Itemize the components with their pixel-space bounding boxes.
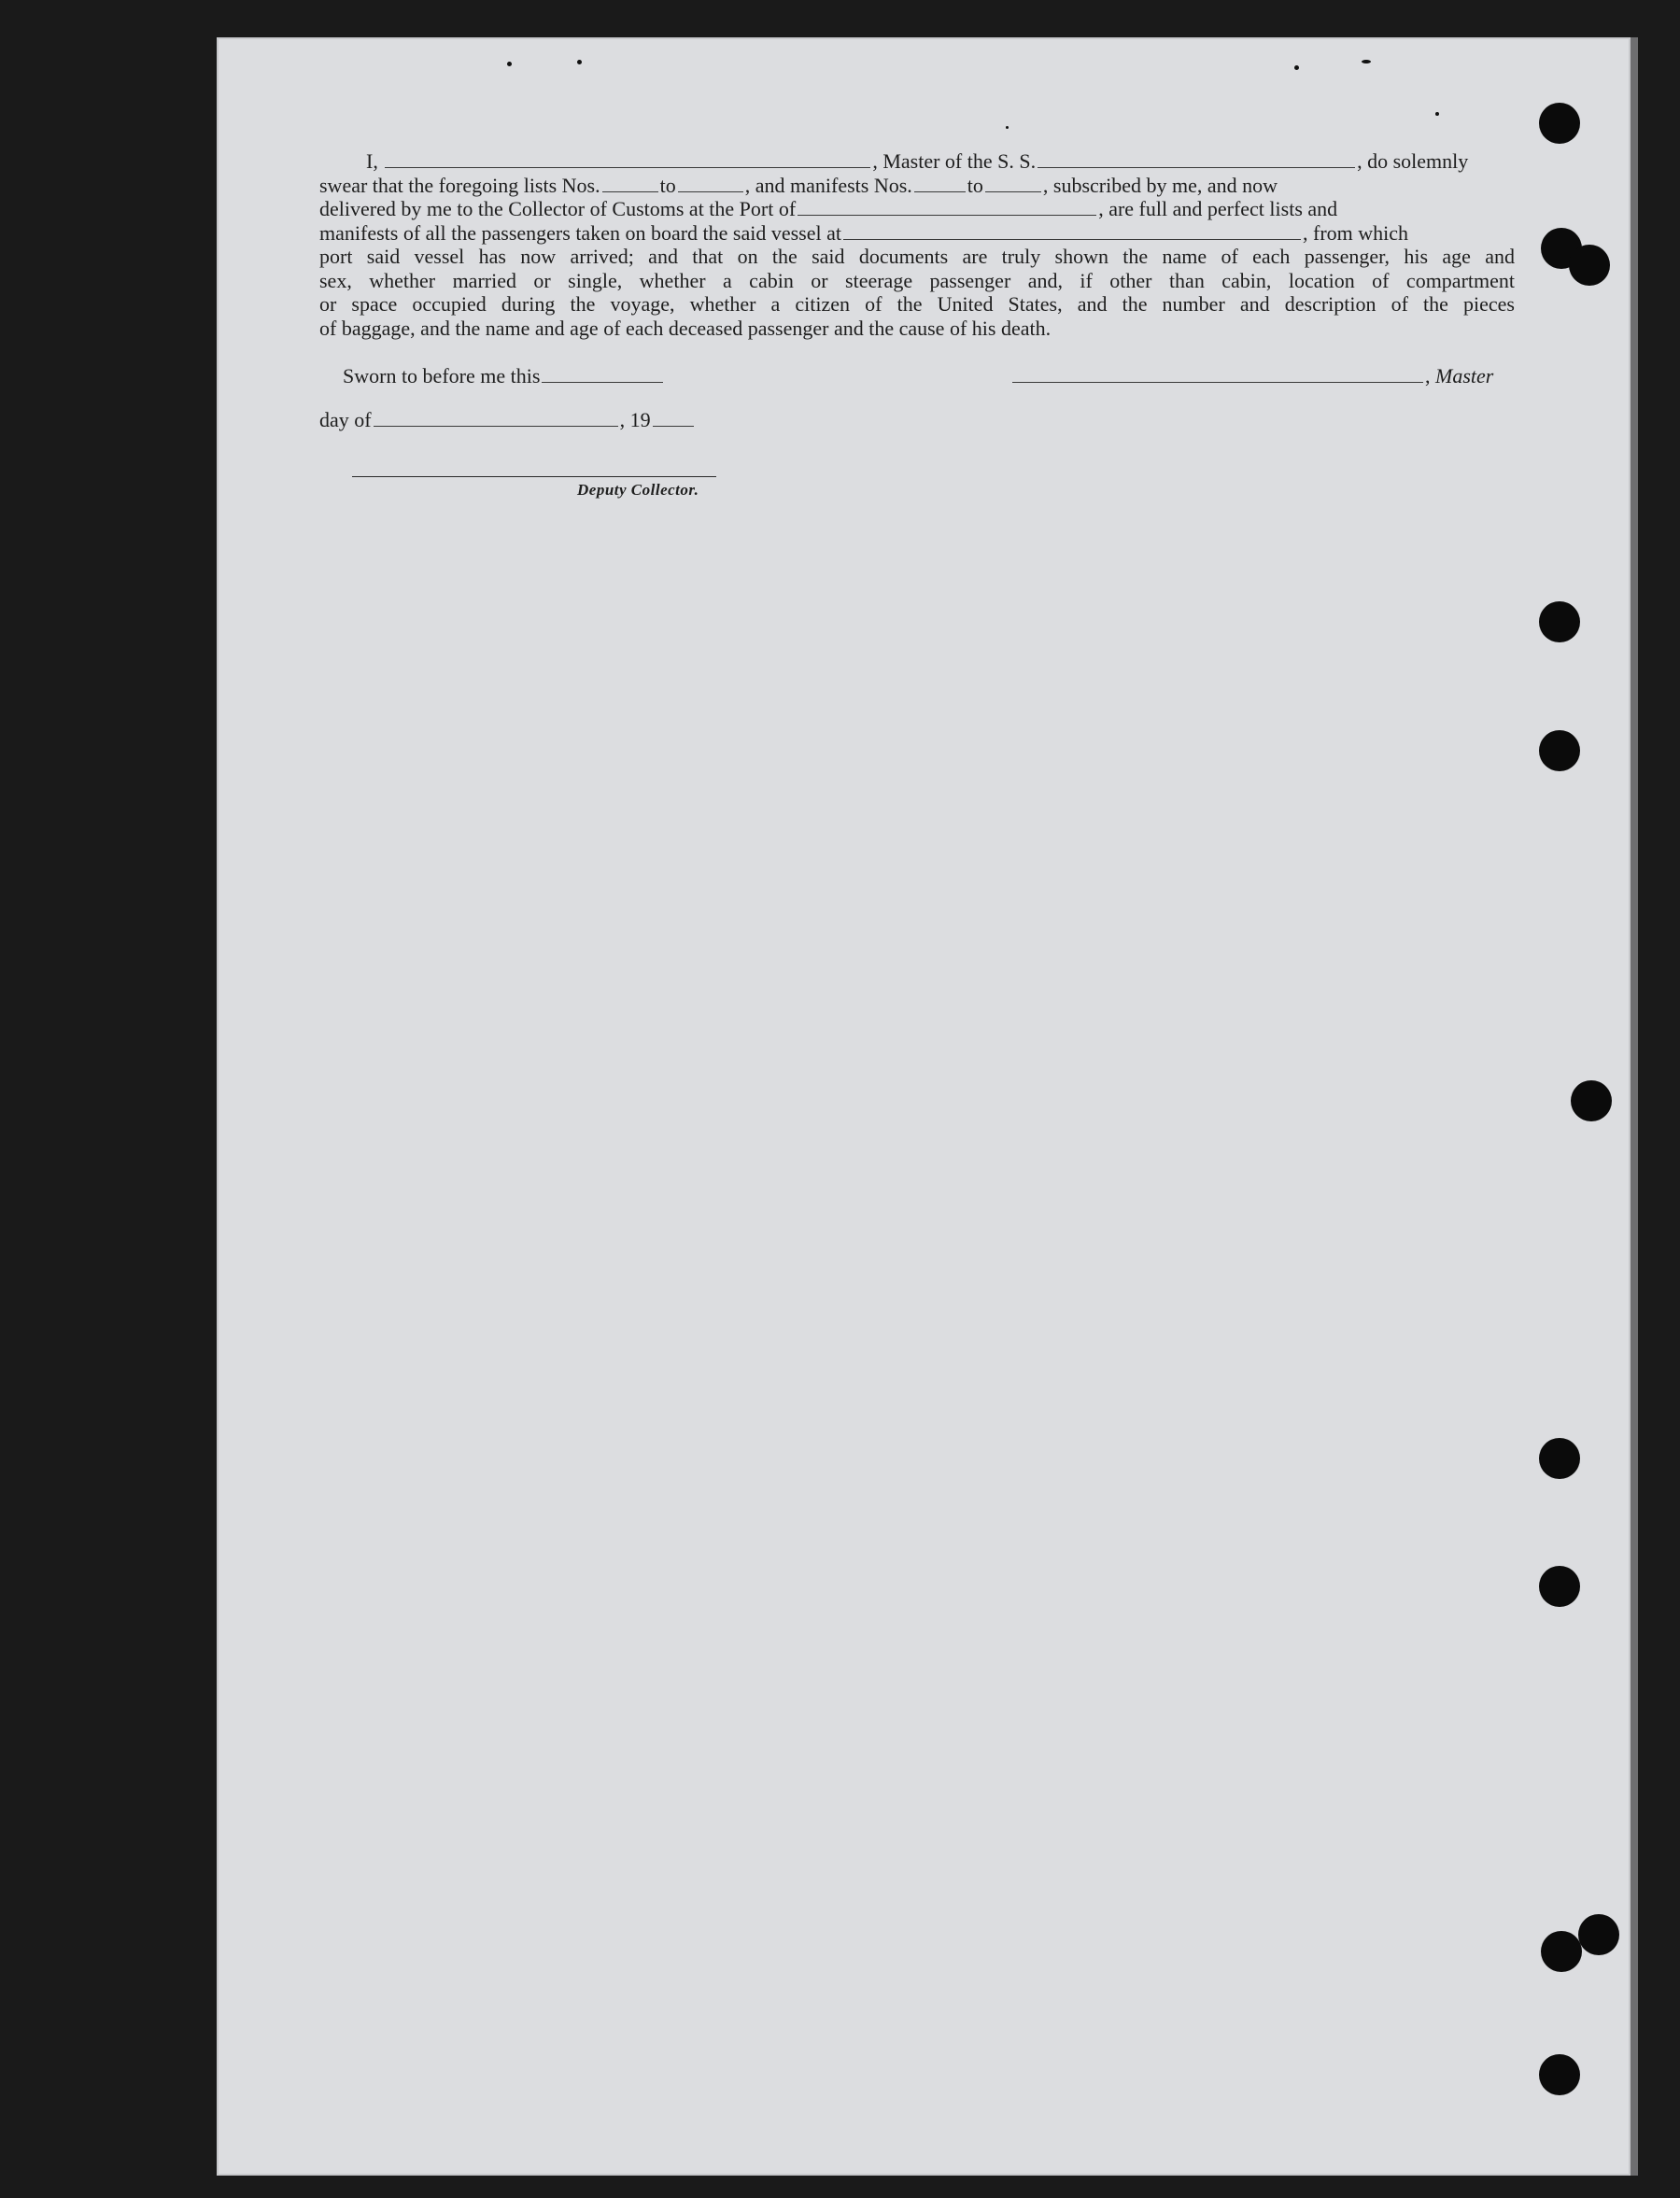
- punch-hole: [1571, 1080, 1612, 1121]
- speck: [507, 62, 512, 66]
- blank-month: [374, 425, 618, 427]
- punch-hole: [1539, 730, 1580, 771]
- punch-hole: [1578, 1914, 1619, 1955]
- oath-line-2: swear that the foregoing lists Nos. to , and manifests Nos. to , subscribed by me, and now: [319, 173, 1278, 197]
- punch-hole: [1539, 103, 1580, 144]
- deputy-signature-rule: [352, 476, 716, 477]
- document-page: [217, 37, 1631, 2176]
- oath-line-1: I, , Master of the S. S. , do solemnly: [366, 149, 1469, 173]
- punch-hole: [1539, 1566, 1580, 1607]
- speck: [1006, 126, 1009, 129]
- oath-line-6: sex, whether married or single, whether a cabin or steerage passenger and, if other than cabin, location of compartment: [319, 268, 1515, 292]
- page-edge: [1631, 37, 1638, 2176]
- oath-line-3: delivered by me to the Collector of Customs at the Port of , are full and perfect lists and: [319, 197, 1338, 220]
- blank-year: [653, 425, 694, 427]
- speck: [1435, 112, 1439, 116]
- punch-hole: [1539, 2054, 1580, 2095]
- blank-master-signature: [1012, 381, 1423, 383]
- punch-hole: [1569, 245, 1610, 286]
- deputy-collector-label: Deputy Collector.: [577, 481, 699, 499]
- blank-port: [798, 214, 1096, 216]
- speck: [1294, 65, 1299, 70]
- speck: [577, 60, 582, 64]
- blank-master-name: [385, 166, 870, 168]
- oath-line-7: or space occupied during the voyage, whether a citizen of the United States, and the number and description of the pieces: [319, 292, 1515, 316]
- oath-line-4: manifests of all the passengers taken on board the said vessel at , from which: [319, 220, 1409, 245]
- day-of-line: day of , 19: [319, 408, 696, 432]
- master-label: Master: [1435, 364, 1494, 387]
- punch-hole: [1541, 1931, 1582, 1972]
- master-signature-line: , Master: [1010, 364, 1493, 388]
- oath-line-5: port said vessel has now arrived; and that on the said documents are truly shown the name of each passenger, his age and: [319, 245, 1515, 268]
- sworn-line: Sworn to before me this: [343, 364, 665, 388]
- blank-ship-name: [1038, 166, 1355, 168]
- punch-hole: [1539, 1438, 1580, 1479]
- blank-departure-port: [843, 238, 1301, 240]
- blank-sworn-day: [542, 381, 663, 383]
- punch-hole: [1539, 601, 1580, 642]
- speck: [1362, 60, 1371, 63]
- oath-line-8: of baggage, and the name and age of each deceased passenger and the cause of his death.: [319, 316, 1052, 340]
- oath-paragraph: [319, 149, 1515, 340]
